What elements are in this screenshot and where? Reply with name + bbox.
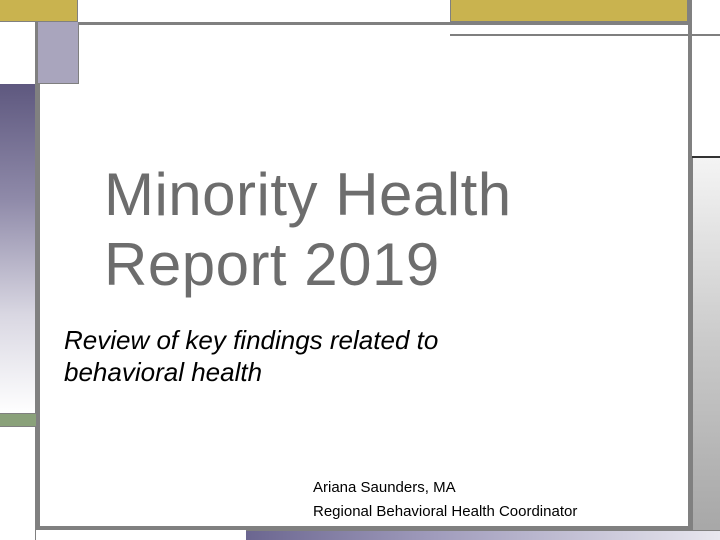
right-rule — [692, 156, 720, 158]
purple-accent-square — [37, 22, 79, 84]
frame-bottom — [36, 526, 692, 530]
frame-right — [688, 0, 692, 530]
left-upper-panel — [0, 22, 36, 84]
title-line-2: Report 2019 — [104, 231, 440, 298]
slide-subtitle — [64, 324, 664, 388]
gold-accent-top-left — [0, 0, 78, 22]
frame-top — [36, 22, 692, 25]
left-lower-panel — [0, 427, 36, 540]
frame-left — [36, 22, 40, 530]
left-gradient-bar — [0, 84, 36, 414]
subtitle-line-2: behavioral health — [64, 357, 263, 387]
left-green-accent — [0, 413, 36, 427]
author-name: Ariana Saunders, MA — [313, 479, 456, 496]
right-gradient-bar — [692, 158, 720, 538]
title-line-1: Minority Health — [104, 161, 512, 228]
bottom-gradient-bar — [246, 530, 720, 540]
author-block — [313, 476, 683, 524]
subtitle-line-1: Review of key findings related to — [64, 325, 439, 355]
gold-accent-top-right — [450, 0, 688, 22]
slide-title — [104, 160, 674, 300]
author-role: Regional Behavioral Health Coordinator — [313, 503, 578, 520]
top-right-rule — [450, 34, 720, 36]
